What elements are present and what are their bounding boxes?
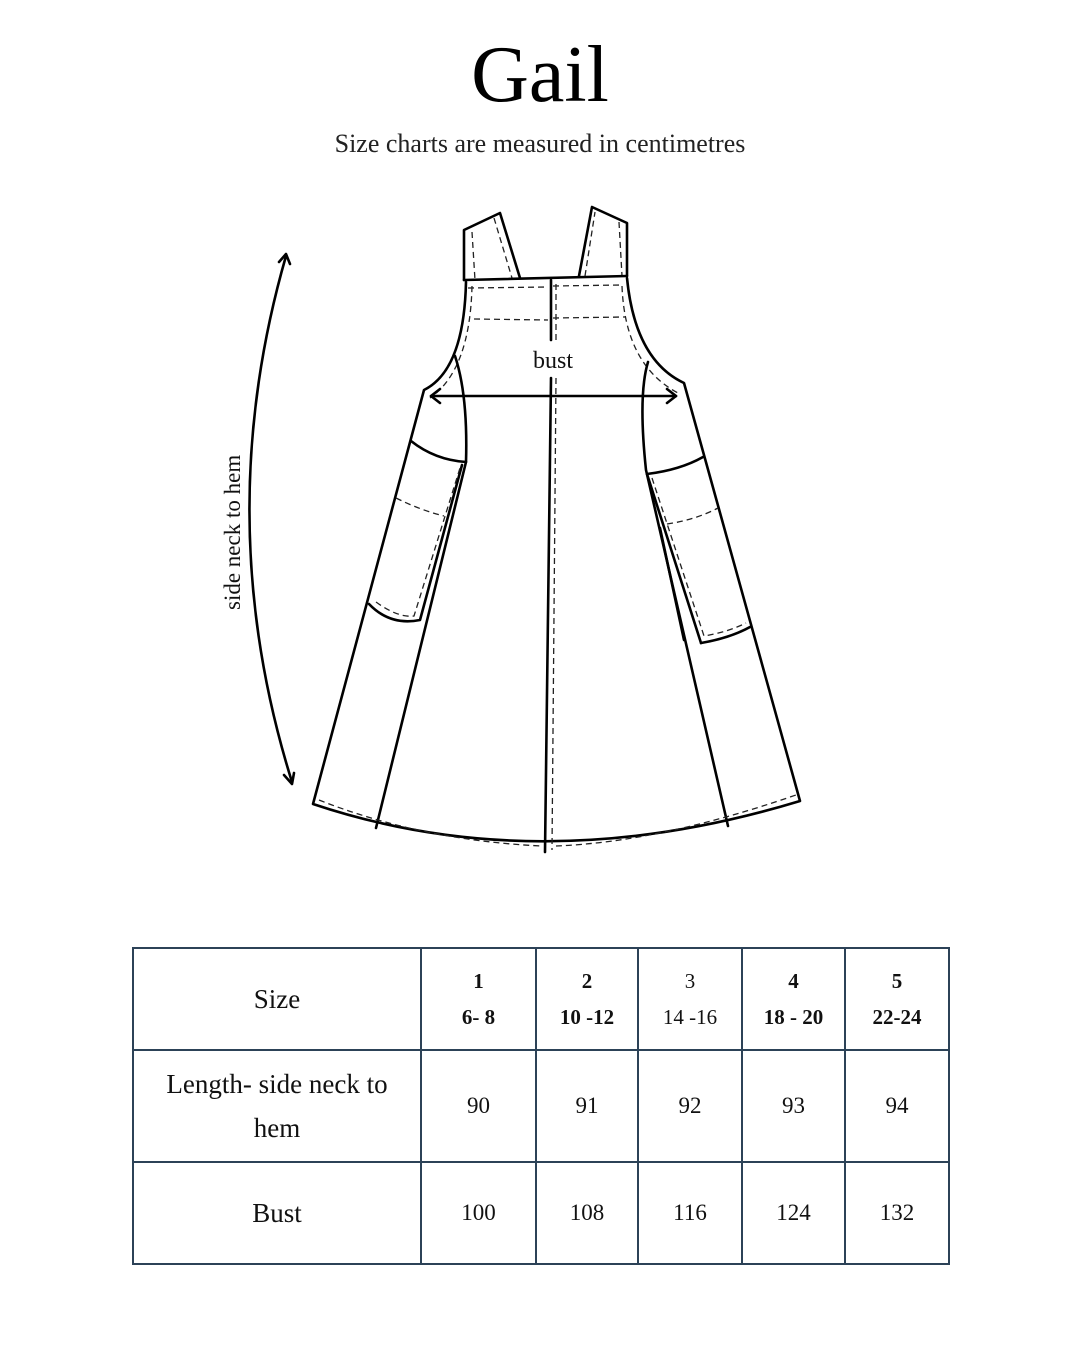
- size-range: 14 -16: [662, 1005, 718, 1029]
- table-row-length: [133, 1050, 949, 1162]
- table-cell: 90: [421, 1050, 536, 1162]
- table-cell: 116: [638, 1162, 742, 1264]
- size-range: 22-24: [872, 1005, 922, 1029]
- length-arrow: [249, 254, 294, 784]
- size-column-5: [845, 948, 949, 1050]
- table-cell: 92: [638, 1050, 742, 1162]
- table-row-bust: [133, 1162, 949, 1264]
- right-strap: [579, 207, 627, 276]
- size-column-2: [536, 948, 638, 1050]
- table-cell: 93: [742, 1050, 845, 1162]
- table-cell: 124: [742, 1162, 845, 1264]
- bodice-top: [464, 276, 627, 280]
- bust-arrow: [431, 389, 676, 403]
- size-column-1: [421, 948, 536, 1050]
- length-label: side neck to hem: [220, 454, 245, 610]
- page-title: Gail: [471, 31, 609, 119]
- row-label-length: Length- side neck to hem: [133, 1050, 421, 1162]
- size-number: 4: [788, 969, 799, 993]
- size-column-4: [742, 948, 845, 1050]
- size-range: 6- 8: [461, 1005, 496, 1029]
- table-cell: 100: [421, 1162, 536, 1264]
- left-strap: [464, 213, 520, 280]
- table-row-size: [133, 948, 949, 1050]
- bust-label: bust: [532, 348, 574, 374]
- table-cell: 132: [845, 1162, 949, 1264]
- size-number: 2: [581, 969, 593, 993]
- row-label-size: Size: [133, 948, 421, 1050]
- size-number: 1: [473, 969, 484, 993]
- size-number: 5: [891, 969, 903, 993]
- row-label-bust: Bust: [133, 1162, 421, 1264]
- left-pocket: [369, 441, 466, 621]
- size-column-3: [638, 948, 742, 1050]
- page-subtitle: Size charts are measured in centimetres: [334, 129, 746, 158]
- table-cell: 91: [536, 1050, 638, 1162]
- size-number: 3: [684, 969, 696, 993]
- garment-diagram: [0, 190, 1080, 870]
- table-cell: 94: [845, 1050, 949, 1162]
- size-range: 10 -12: [559, 1005, 615, 1029]
- right-pocket: [647, 457, 750, 643]
- size-range: 18 - 20: [763, 1005, 824, 1029]
- table-cell: 108: [536, 1162, 638, 1264]
- size-chart-table: [132, 947, 950, 1265]
